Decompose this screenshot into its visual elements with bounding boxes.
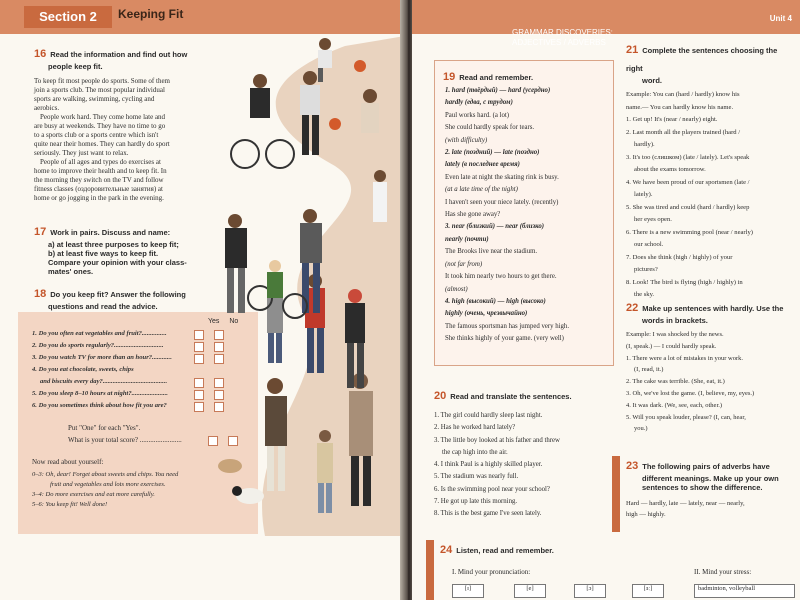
exercise-heading: different meanings. Make up your own	[642, 474, 779, 483]
text-line: Paul works hard. (a lot)	[445, 111, 509, 119]
exercise-23-body	[626, 498, 800, 520]
text-line: 5. The stadium was nearly full.	[434, 473, 519, 481]
exercise-heading: Read and remember.	[459, 73, 534, 82]
text-line: 6. Is the swimming pool near your school?	[434, 485, 550, 493]
fitness-photo-collage	[205, 36, 404, 536]
exercise-number: 18	[34, 288, 47, 300]
advice-line: fruit and vegetables and lots more exercises.	[50, 481, 166, 488]
text-line: It took him nearly two hours to get there.	[445, 273, 557, 281]
text-line: (not far from)	[445, 260, 483, 268]
text-line: 1. The girl could hardly sleep last night.	[434, 412, 543, 419]
exercise-24	[426, 540, 800, 600]
section-title: Keeping Fit	[118, 7, 184, 21]
exercise-number: 16	[34, 48, 47, 60]
exercise-heading: Complete the sentences choosing the right	[626, 46, 778, 73]
text-line: mates' ones.	[48, 267, 94, 276]
unit-label: Unit 4	[769, 14, 792, 23]
left-header-bar	[0, 0, 404, 34]
exercise-number: 24	[440, 544, 453, 556]
exercise-heading: Read and translate the sentences.	[450, 392, 572, 401]
text-line: 1. hard (твёрдый) — hard (усердно)	[445, 87, 551, 94]
text-line: 2. Last month all the players trained (hard /	[626, 128, 741, 136]
read-about-label: Now read about yourself:	[32, 458, 104, 466]
text-line: 4. high (высокий) — high (высоко)	[445, 297, 546, 305]
text-line: The Brooks live near the stadium.	[445, 248, 538, 256]
exercise-heading: sentences to show the difference.	[642, 483, 763, 492]
text-line: 1. Get up! It's (near / nearly) eight.	[626, 116, 718, 123]
sound-cell: [ɜː]	[632, 584, 664, 598]
text-line: b) at least five ways to keep fit.	[48, 249, 159, 258]
text-line: (almost)	[445, 285, 468, 293]
exercise-18	[34, 284, 209, 311]
text-line: are busy at weekends. They have no time to go	[34, 122, 166, 130]
exercise-heading: Do you keep fit? Answer the following	[50, 290, 186, 299]
text-line: 2. Has he worked hard lately?	[434, 424, 516, 432]
exercise-number: 17	[34, 226, 47, 238]
yes-checkbox[interactable]	[194, 402, 204, 412]
no-column-label: No	[229, 318, 239, 325]
text-line: pictures?	[634, 266, 658, 273]
text-line: 4. We have been proud of our sportsmen (late /	[626, 178, 750, 186]
sound-cell: [ɔ]	[574, 584, 606, 598]
text-line: about the exams tomorrow.	[634, 166, 706, 173]
exercise-17	[34, 222, 209, 276]
question-text: 6. Do you sometimes think about how fit you are?	[32, 402, 167, 409]
stress-label: II. Mind your stress:	[694, 568, 752, 576]
advice-line: 0–3: Oh, dear! Forget about sweets and chips. You need	[32, 471, 179, 478]
grammar-discoveries-title	[512, 28, 613, 48]
exercise-number: 23	[626, 460, 639, 472]
question-text: 2. Do you do sports regularly?..............................	[32, 342, 164, 349]
text-line: the cap high into the air.	[442, 448, 508, 456]
score-question: What is your total score? ........................	[68, 436, 182, 444]
text-line: high — highly.	[626, 511, 666, 518]
text-line: fitness classes (оздоровительные занятия) at	[34, 185, 163, 193]
exercise-heading: Make up sentences with hardly. Use the	[642, 304, 784, 313]
yes-checkbox[interactable]	[194, 354, 204, 364]
text-line: (at a late time of the night)	[445, 186, 518, 194]
text-line: 7. He got up late this morning.	[434, 498, 518, 506]
text-line: Even late at night the skating rink is busy.	[445, 173, 559, 181]
exercise-number: 19	[443, 71, 456, 83]
text-line: (I, speak.) — I could hardly speak.	[626, 342, 717, 350]
exercise-heading: words in brackets.	[642, 316, 708, 325]
exercise-heading: Read the information and find out how	[50, 50, 188, 59]
text-line: The famous sportsman has jumped very high.	[445, 322, 570, 330]
text-line: nearly (почти)	[445, 235, 489, 243]
score-instruction: Put "One" for each "Yes".	[68, 424, 141, 432]
text-line: our school.	[634, 241, 664, 248]
sound-cell: [ɪ]	[452, 584, 484, 598]
text-line: join a sports club. The most popular individual	[34, 86, 165, 94]
title-line: GRAMMAR DISCOVERIES:	[512, 28, 613, 37]
text-line: Example: I was shocked by the news.	[626, 331, 724, 338]
exercise-heading: questions and read the advice.	[48, 302, 158, 311]
text-line: She could hardly speak for tears.	[445, 124, 535, 132]
text-line: 5. She was tired and could (hard / hardly) keep	[626, 203, 750, 211]
exercise-21-body	[626, 89, 796, 302]
text-line: 7. Does she think (high / highly) of your	[626, 253, 733, 261]
sound-cell: [e]	[514, 584, 546, 598]
text-line: Example: You can (hard / hardly) know his	[626, 91, 740, 98]
text-line: Has she gone away?	[445, 211, 501, 219]
text-line: 8. Look! The bird is flying (high / highly) in	[626, 278, 743, 286]
text-line: lately).	[634, 191, 653, 198]
exercise-20	[434, 386, 614, 521]
exercise-21	[626, 40, 796, 302]
exercise-heading: word.	[642, 76, 662, 85]
text-line: the sky.	[634, 291, 655, 298]
text-line: To keep fit most people do sports. Some of them	[34, 77, 170, 85]
text-line: highly (очень, чрезвычайно)	[445, 310, 528, 318]
text-line: to a sports club or a sports centre which isn't	[34, 131, 159, 139]
exercise-number: 22	[626, 302, 639, 314]
title-line: ADJECTIVES / ADVERBS	[512, 38, 606, 47]
text-line: 5. Will you speak louder, please? (I, can, hear,	[626, 413, 746, 421]
exercise-22-body	[626, 329, 796, 435]
section-label: Section 2	[24, 6, 112, 28]
exercise-22	[626, 298, 796, 435]
yes-checkbox[interactable]	[194, 378, 204, 388]
text-line: seriously. They just want to relax.	[34, 149, 129, 157]
right-page	[412, 0, 800, 600]
text-line: I haven't seen your niece lately. (recently)	[445, 198, 559, 206]
exercise-number: 21	[626, 44, 639, 56]
exercise-16	[34, 44, 209, 203]
exercise-heading: Work in pairs. Discuss and name:	[50, 228, 171, 237]
exercise-heading: Listen, read and remember.	[456, 546, 554, 555]
text-line: home or go jogging in the park in the evening.	[34, 194, 164, 202]
text-line: 3. Oh, we've lost the game. (I, believe, my, eyes.)	[626, 389, 755, 397]
stress-cell: badminton, volleyball	[694, 584, 795, 598]
text-line: 4. I think Paul is a highly skilled player.	[434, 461, 543, 469]
text-line: Hard — hardly, late — lately, near — nearly,	[626, 500, 745, 507]
text-line: quite near their homes. They can hardly do sport	[34, 140, 170, 148]
text-line: 3. The little boy looked at his father and threw	[434, 436, 560, 444]
text-line: hardly (едва, с трудом)	[445, 99, 513, 107]
text-line: 3. near (близкий) — near (близко)	[445, 223, 544, 231]
text-line: Compare your opinion with your class-	[48, 258, 187, 267]
advice-line: 5–6: You keep fit! Well done!	[32, 501, 108, 508]
exercise-23	[612, 456, 800, 532]
text-line: 8. This is the best game I've seen lately.	[434, 510, 542, 518]
yes-checkbox[interactable]	[194, 330, 204, 340]
exercise-heading: people keep fit.	[48, 62, 103, 71]
text-line: 2. The cake was terrible. (She, eat, it.)	[626, 378, 725, 386]
text-line: aerobics.	[34, 104, 60, 112]
question-text: 4. Do you eat chocolate, sweets, chips	[32, 366, 134, 373]
text-line: the morning they switch on the TV and follow	[34, 176, 164, 184]
exercise-heading: The following pairs of adverbs have	[642, 462, 770, 471]
text-line: 1. There were a lot of mistakes in your work.	[626, 354, 744, 362]
exercise-20-body	[434, 410, 614, 521]
text-line: lately (в последнее время)	[445, 161, 520, 169]
yes-column-label: Yes	[208, 318, 220, 325]
exercise-19	[434, 60, 614, 366]
text-line: you.)	[634, 425, 648, 433]
text-line: (I, read, it.)	[634, 366, 664, 374]
yes-checkbox[interactable]	[194, 342, 204, 352]
text-line: (with difficulty)	[445, 136, 488, 144]
question-text: 1. Do you often eat vegetables and fruit?...............	[32, 330, 167, 337]
text-line: sports are walking, swimming, cycling and	[34, 95, 155, 103]
right-header-bar	[412, 0, 800, 47]
text-line: home to improve their health and to keep fit. In	[34, 167, 167, 175]
text-line: 3. It's too (слишком) (late / lately). Let's speak	[626, 153, 750, 161]
advice-line: 3–4: Do more exercises and eat more carefully.	[32, 491, 155, 498]
text-line: hardly).	[634, 141, 655, 148]
pronunciation-label: I. Mind your pronunciation:	[452, 568, 531, 576]
text-line: 4. It was dark. (We, see, each, other.)	[626, 401, 723, 409]
question-text: and biscuits every day?.......................................	[40, 378, 168, 385]
text-line: a) at least three purposes to keep fit;	[48, 240, 179, 249]
text-line: 6. There is a new swimming pool (near / nearly)	[626, 228, 753, 236]
exercise-16-body	[34, 77, 209, 203]
text-line: People of all ages and types do exercises at	[40, 158, 161, 166]
text-line: name.— You can hardly know his name.	[626, 103, 734, 111]
question-text: 5. Do you sleep 8–10 hours at night?......................	[32, 390, 168, 397]
question-text: 3. Do you watch TV for more than an hour?............	[32, 354, 172, 361]
text-line: 2. late (поздний) — late (поздно)	[445, 149, 540, 157]
text-line: She thinks highly of your game. (very well)	[445, 335, 564, 343]
exercise-19-body	[445, 85, 610, 346]
text-line: People work hard. They come home late and	[40, 113, 166, 121]
exercise-number: 20	[434, 390, 447, 402]
yes-checkbox[interactable]	[194, 390, 204, 400]
text-line: her eyes open.	[634, 216, 672, 223]
